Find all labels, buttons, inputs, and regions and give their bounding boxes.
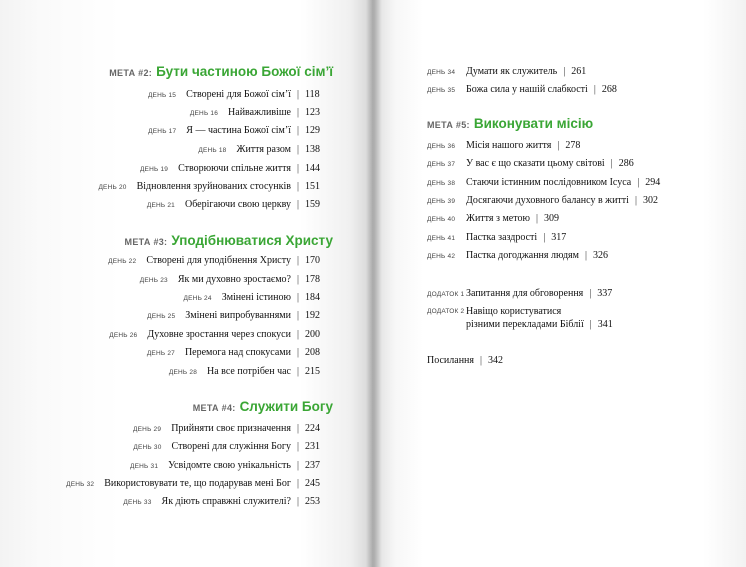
- toc-entry[interactable]: [148, 125, 321, 136]
- goal-title: Уподібнюватися Христу: [171, 233, 333, 248]
- page-number: 178: [305, 274, 320, 285]
- appendix-title-line1: Навіщо користуватися: [466, 306, 562, 317]
- day-label: ДЕНЬ 20: [98, 184, 127, 191]
- goal-heading: [109, 64, 333, 79]
- book-spine-shadow: [366, 0, 382, 567]
- chapter-title: Змінені істиною: [221, 292, 291, 303]
- day-label: ДЕНЬ 33: [123, 499, 152, 506]
- toc-entry[interactable]: [147, 310, 321, 321]
- chapter-title: На все потрібен час: [207, 366, 291, 377]
- separator: |: [296, 107, 299, 118]
- day-label: ДЕНЬ 34: [427, 69, 456, 76]
- separator: |: [296, 366, 299, 377]
- chapter-title: Як ми духовно зростаємо?: [177, 274, 291, 285]
- toc-entry[interactable]: [123, 496, 321, 507]
- toc-entry[interactable]: [147, 347, 321, 358]
- page-number: 192: [305, 310, 320, 321]
- separator: |: [634, 195, 637, 206]
- day-label: ДЕНЬ 27: [146, 350, 175, 357]
- separator: |: [296, 347, 299, 358]
- page-number: 200: [305, 329, 320, 340]
- chapter-title: Пастка догоджання людям: [466, 250, 579, 261]
- chapter-title: Божа сила у нашій слабкості: [466, 84, 588, 95]
- page-number: 224: [305, 423, 320, 434]
- separator: |: [296, 292, 299, 303]
- toc-entry[interactable]: [427, 177, 660, 188]
- toc-entry[interactable]: [98, 181, 321, 192]
- page-number: 337: [597, 288, 613, 299]
- page-number: 237: [305, 460, 320, 471]
- page-number: 326: [593, 250, 608, 261]
- separator: |: [563, 66, 566, 77]
- separator: |: [296, 163, 299, 174]
- day-label: ДЕНЬ 17: [148, 128, 177, 135]
- separator: |: [480, 355, 483, 366]
- goal-heading: [193, 399, 333, 414]
- day-label: ДЕНЬ 37: [427, 161, 456, 168]
- toc-entry[interactable]: [198, 144, 321, 155]
- separator: |: [296, 496, 299, 507]
- chapter-title: Місія нашого життя: [466, 140, 552, 151]
- separator: |: [584, 250, 587, 261]
- goal-label: МЕТА #5:: [427, 120, 470, 130]
- toc-entry[interactable]: [190, 107, 321, 118]
- toc-entry[interactable]: [427, 232, 566, 243]
- toc-entry[interactable]: [108, 255, 321, 266]
- appendix-title-line2: різними перекладами Біблії: [466, 319, 584, 330]
- page-number: 159: [305, 199, 320, 210]
- separator: |: [296, 89, 299, 100]
- day-label: ДЕНЬ 31: [130, 463, 159, 470]
- separator: |: [610, 158, 613, 169]
- toc-entry[interactable]: [147, 199, 321, 210]
- chapter-title: Життя з метою: [466, 213, 530, 224]
- appendix-title-block: [466, 306, 613, 330]
- chapter-title: Оберігаючи свою церкву: [184, 199, 291, 210]
- page-number: 231: [305, 441, 320, 452]
- page-number: 341: [597, 319, 613, 330]
- toc-entry[interactable]: [148, 89, 321, 100]
- day-label: ДЕНЬ 24: [183, 295, 212, 302]
- goal-heading: [125, 233, 333, 248]
- separator: |: [296, 181, 299, 192]
- day-label: ДЕНЬ 16: [189, 110, 219, 117]
- toc-entry[interactable]: [427, 84, 617, 95]
- day-label: ДЕНЬ 23: [139, 277, 168, 284]
- toc-entry[interactable]: [109, 329, 321, 340]
- goal-label: МЕТА #3:: [124, 237, 168, 247]
- chapter-title: Я — частина Божої сім’ї: [186, 125, 291, 136]
- page-number: 278: [565, 140, 581, 151]
- day-label: ДЕНЬ 18: [198, 147, 227, 154]
- references-entry[interactable]: [427, 355, 503, 366]
- chapter-title: У вас є що сказати цьому світові: [466, 158, 605, 169]
- chapter-title: Стаючи істинним послідовником Ісуса: [466, 177, 632, 188]
- day-label: ДЕНЬ 28: [168, 369, 198, 376]
- separator: |: [589, 319, 592, 330]
- page-number: 253: [305, 496, 320, 507]
- separator: |: [296, 441, 299, 452]
- separator: |: [589, 288, 592, 299]
- toc-entry[interactable]: [427, 250, 608, 261]
- day-label: ДЕНЬ 25: [147, 313, 176, 320]
- day-label: ДЕНЬ 19: [139, 166, 169, 173]
- page-number: 317: [551, 232, 567, 243]
- separator: |: [535, 213, 538, 224]
- day-label: ДЕНЬ 36: [427, 143, 456, 150]
- toc-entry[interactable]: [427, 140, 580, 151]
- chapter-title: Створюючи спільне життя: [178, 163, 291, 174]
- chapter-title: Досягаючи духовного балансу в житті: [466, 195, 629, 206]
- day-label: ДЕНЬ 38: [427, 180, 456, 187]
- right-page: [373, 0, 746, 567]
- toc-entry[interactable]: [140, 274, 321, 285]
- separator: |: [543, 232, 546, 243]
- page-number: 129: [305, 125, 320, 136]
- chapter-title: Прийняти своє призначення: [171, 423, 291, 434]
- page-number: 261: [571, 66, 587, 77]
- chapter-title: Змінені випробуваннями: [185, 310, 291, 321]
- toc-entry[interactable]: [130, 460, 321, 471]
- separator: |: [296, 310, 299, 321]
- chapter-title: Відновлення зруйнованих стосунків: [136, 181, 291, 192]
- toc-entry[interactable]: [66, 478, 321, 489]
- day-label: ДЕНЬ 26: [109, 332, 138, 339]
- goal-title: Виконувати місію: [473, 116, 594, 131]
- goal-label: МЕТА #4:: [192, 403, 236, 413]
- page-number: 215: [305, 366, 320, 377]
- day-label: ДЕНЬ 42: [427, 253, 456, 260]
- separator: |: [296, 478, 299, 489]
- chapter-title: Створені для уподібнення Христу: [146, 255, 291, 266]
- toc-entry[interactable]: [427, 158, 634, 169]
- page-number: 208: [305, 347, 320, 358]
- chapter-title: Пастка заздрості: [466, 232, 538, 243]
- goal-title: Служити Богу: [239, 399, 333, 414]
- page-number: 144: [305, 163, 320, 174]
- chapter-title: Духовне зростання через спокуси: [147, 329, 291, 340]
- page-number: 118: [305, 89, 320, 100]
- page-number: 245: [305, 478, 320, 489]
- separator: |: [296, 460, 299, 471]
- separator: |: [296, 144, 299, 155]
- page-number: 268: [601, 84, 617, 95]
- chapter-title: Думати як служитель: [466, 66, 558, 77]
- references-title: Посилання: [427, 355, 474, 366]
- toc-entry[interactable]: [427, 213, 559, 224]
- separator: |: [296, 125, 299, 136]
- chapter-title: Життя разом: [236, 144, 291, 155]
- separator: |: [296, 199, 299, 210]
- day-label: ДЕНЬ 21: [146, 202, 175, 209]
- toc-entry[interactable]: [133, 423, 321, 434]
- day-label: ДЕНЬ 32: [66, 481, 95, 488]
- page-number: 151: [305, 181, 320, 192]
- separator: |: [557, 140, 560, 151]
- chapter-title: Створені для Божої сім’ї: [186, 89, 291, 100]
- chapter-title: Усвідомте свою унікальність: [168, 460, 291, 471]
- toc-entry[interactable]: [169, 366, 321, 377]
- appendix-label: ДОДАТОК 1: [427, 291, 465, 298]
- toc-entry[interactable]: [140, 163, 321, 174]
- goal-label: МЕТА #2:: [109, 68, 153, 78]
- page-number: 342: [488, 355, 504, 366]
- toc-entry[interactable]: [427, 66, 586, 77]
- day-label: ДЕНЬ 35: [427, 87, 456, 94]
- page-number: 294: [645, 177, 661, 188]
- separator: |: [593, 84, 596, 95]
- day-label: ДЕНЬ 30: [133, 444, 162, 451]
- day-label: ДЕНЬ 41: [427, 235, 456, 242]
- toc-entry[interactable]: [184, 292, 321, 303]
- separator: |: [296, 423, 299, 434]
- goal-heading: [427, 116, 593, 131]
- chapter-title: Як діють справжні служителі?: [161, 496, 291, 507]
- appendix-title-line2-row: [466, 319, 613, 330]
- day-label: ДЕНЬ 22: [108, 258, 137, 265]
- chapter-title: Перемога над спокусами: [184, 347, 291, 358]
- appendix-entry[interactable]: [427, 288, 612, 299]
- page-number: 138: [305, 144, 320, 155]
- day-label: ДЕНЬ 39: [427, 198, 456, 205]
- chapter-title: Використовувати те, що подарував мені Бог: [104, 478, 291, 489]
- chapter-title: Створені для служіння Богу: [171, 441, 291, 452]
- day-label: ДЕНЬ 29: [133, 426, 162, 433]
- appendix-entry[interactable]: [427, 306, 613, 330]
- appendix-label: ДОДАТОК 2: [427, 308, 465, 315]
- toc-entry[interactable]: [133, 441, 321, 452]
- separator: |: [296, 255, 299, 266]
- page-number: 286: [618, 158, 634, 169]
- page-number: 184: [305, 292, 320, 303]
- chapter-title: Найважливіше: [228, 107, 291, 118]
- separator: |: [637, 177, 640, 188]
- separator: |: [296, 329, 299, 340]
- page-number: 170: [305, 255, 320, 266]
- goal-title: Бути частиною Божої сім’ї: [156, 64, 333, 79]
- page-number: 123: [305, 107, 320, 118]
- page-number: 309: [543, 213, 559, 224]
- day-label: ДЕНЬ 15: [147, 92, 177, 99]
- appendix-title: Запитання для обговорення: [466, 288, 584, 299]
- separator: |: [296, 274, 299, 285]
- day-label: ДЕНЬ 40: [427, 216, 456, 223]
- page-number: 302: [642, 195, 658, 206]
- toc-entry[interactable]: [427, 195, 658, 206]
